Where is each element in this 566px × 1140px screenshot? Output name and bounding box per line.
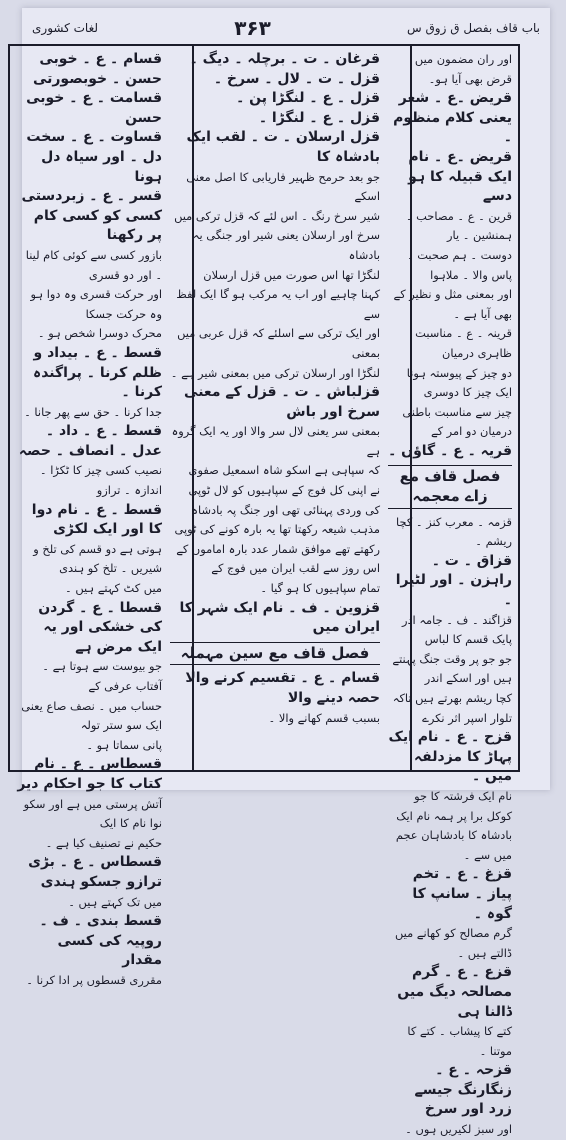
- entry-line: اور بمعنی مثل و نظیر کے بھی آیا ہے ۔: [393, 287, 512, 321]
- entry-line: قسط ۔ ع ۔ داد ۔ عدل ۔ انصاف ۔ حصہ: [18, 423, 162, 459]
- entry-line: نام ایک فرشتہ کا جو کوکل برا پر ہمہ نام ایک: [396, 788, 512, 823]
- entry-line: بادشاہ کا بادشاہان عجم میں سے ۔: [395, 828, 512, 862]
- entry-line: قزلباش ۔ ت ۔ قزل کے معنی سرخ اور باش: [184, 384, 380, 420]
- entry-line: کہنا چاہیے اور اب یہ مرکب ہو گا ایک لفظ سے: [176, 287, 380, 321]
- entry-line: ہوتی ہے دو قسم کی تلخ و شیریں ۔ تلخ کو ہندی: [33, 541, 162, 576]
- column-left: [16, 50, 162, 987]
- entry-line: چیز سے مناسبت باطنی درمیان دو امر کے: [402, 404, 512, 439]
- entry-line: قزل ۔ ت ۔ لال ۔ سرخ ۔: [213, 70, 380, 87]
- entry-line: جو بعد حرمح ظہیر فاریابی کا اصل معنی اسکے: [186, 169, 380, 204]
- entry-line: قزاگند ۔ ف ۔ جامہ ادر پایک قسم کا لباس: [401, 612, 512, 647]
- entry-line: قسطا ۔ ع ۔ گردن کی خشکی اور یہ ایک مرض ہے: [38, 599, 162, 655]
- column-middle: [170, 50, 380, 766]
- entry-line: قزل ۔ ع ۔ لنگڑا پن ۔: [236, 90, 380, 107]
- entry-line: قریہ ۔ ع ۔ گاؤں ۔: [388, 442, 512, 459]
- entry-line: قزمہ ۔ معرب کنز ۔ کچا ریشم ۔: [396, 514, 512, 549]
- entry-line: مذہب شیعہ رکھتا تھا یہ بارہ کونے کی ٹوپی: [174, 522, 380, 537]
- entry-line: قسر ۔ ع ۔ زبردستی کسی کو کسی کام پر رکھنا: [21, 188, 162, 244]
- entry-line: لنگڑا تھا اس صورت میں قزل ارسلان: [203, 267, 380, 282]
- entry-line: قزحہ ۔ ع ۔ زنگارنگ جیسے زرد اور سرخ: [414, 1062, 512, 1118]
- entry-line: جو جو پر وقت جنگ پہنتے ہیں اور اسکے اندر: [392, 651, 512, 686]
- entry-line: قساوت ۔ ع ۔ سخت دل ۔ اور سیاہ دل ہونا: [26, 129, 162, 185]
- entry-line: اس روز سے لقب ایران میں فوج کے: [211, 561, 380, 576]
- entry-line: اور ایک ترکی سے اسلئے کہ قزل عربی میں بمعنی: [177, 326, 380, 360]
- entry-line: اور سبز لکیریں ہوں ۔: [405, 1122, 512, 1137]
- entry-line: دو چیز کے پیوستہ ہونا ایک چیز کا دوسری: [406, 365, 512, 400]
- entry-line: رکھتے تھے موافق شمار عدد بارہ اماموں کے: [176, 541, 380, 556]
- entry-line: نے اپنی کل فوج کے سپاہیوں کو لال ٹوپی: [188, 483, 380, 498]
- entry-line: قسطاس ۔ ع ۔ نام کتاب کا جو احکام دیر: [17, 756, 162, 792]
- entry-line: مقرری قسطوں پر ادا کرنا ۔: [26, 972, 162, 987]
- entry-line: لنگڑا اور ارسلان ترکی میں بمعنی شیر ہے ۔: [170, 365, 380, 380]
- entry-line: شیر سرخ رنگ ۔ اس لئے کہ قزل ترکی میں: [174, 208, 380, 223]
- section-heading: فصل قاف مع سین مہملہ: [170, 642, 380, 666]
- entry-line: میں کٹ کہتے ہیں ۔: [65, 581, 162, 596]
- entry-line: قریض ۔ع ۔ نام ایک قبیلہ کا ہو دسے: [408, 148, 512, 205]
- entry-line: قسط ۔ ع ۔ بیداد و ظلم کرنا ۔ پراگندہ کرنا ۔: [33, 344, 162, 401]
- entry-line: قسط ۔ ع ۔ نام دوا کا اور ایک لکڑی: [31, 501, 162, 538]
- entry-line: قسطاس ۔ ع ۔ بڑی ترازو جسکو ہندی: [28, 854, 162, 890]
- section-heading: فصل قاف مع زاے معجمہ: [388, 465, 512, 508]
- entry-line: قزل ارسلان ۔ ت ۔ لقب ایک بادشاہ کا: [186, 129, 380, 165]
- entry-line: قزغ ۔ ع ۔ تخم پیاز ۔ سانپ کا گوہ ۔: [412, 866, 512, 922]
- entry-line: محرک دوسرا شخص ہو ۔: [37, 326, 162, 341]
- page-header: [22, 8, 550, 48]
- entry-line: بسبب قسم کھانے والا ۔: [268, 710, 380, 725]
- entry-line: بازور کسی سے کوئی کام لینا ۔ اور دو قسری: [25, 247, 162, 282]
- entry-line: قریض ۔ع ۔ شعر یعنی کلام منظوم ۔: [393, 90, 512, 146]
- entry-line: جو بیوست سے ہوتا ہے ۔ آفتاب عرفی کے: [42, 659, 162, 693]
- entry-line: قزح ۔ ع ۔ نام ایک پہاڑ کا مزدلفہ میں ۔: [388, 729, 512, 785]
- chapter-heading: باب قاف بفصل ق زوق س: [407, 21, 540, 35]
- entry-line: کچا ریشم بھرتے ہیں تاکہ تلوار اسپر اثر نکرے: [392, 691, 512, 725]
- book-title: لغات کشوری: [32, 21, 99, 35]
- entry-line: کتے کا پیشاب ۔ کتے کا موتنا ۔: [407, 1024, 512, 1058]
- entry-line: اور حرکت قسری وہ دوا ہو وہ حرکت جسکا: [30, 287, 162, 321]
- entry-line: قرینہ ۔ ع ۔ مناسبت ظاہری درمیان: [415, 326, 512, 360]
- entry-line: قزاق ۔ ت ۔ راہزن ۔ اور لٹیرا ۔: [395, 552, 512, 609]
- entry-line: قسامت ۔ ع ۔ خوبی حسن: [26, 90, 162, 126]
- entry-line: دوست ۔ ہم صحبت ۔ پاس والا ۔ ملاہوا: [406, 247, 512, 282]
- entry-line: قسام ۔ ع ۔ تقسیم کرنے والا حصہ دینے والا: [185, 670, 380, 706]
- entry-line: جدا کرنا ۔ حق سے پھر جانا ۔: [24, 404, 162, 419]
- entry-line: آتش پرستی میں ہے اور سکو نوا نام کا ایک: [23, 796, 162, 831]
- entry-line: قزل ۔ ع ۔ لنگڑا ۔: [258, 109, 380, 126]
- entry-line: قزع ۔ ع ۔ گرم مصالحہ دیگ میں ڈالنا ہی: [397, 964, 512, 1020]
- entry-line: قسام ۔ ع ۔ خوبی حسن ۔ خوبصورتی: [32, 51, 162, 87]
- entry-line: پانی سماتا ہو ۔: [86, 737, 162, 752]
- entry-line: قرین ۔ ع ۔ مصاحب ۔ ہمنشین ۔ یار: [405, 208, 512, 243]
- entry-line: اور ران مضمون میں قرض بھی آیا ہو۔: [414, 52, 512, 86]
- entry-line: گرم مصالح کو کھانے میں ڈالتے ہیں ۔: [394, 926, 512, 960]
- entry-line: حساب میں ۔ نصف صاع یعنی ایک سو ستر تولہ: [21, 698, 162, 733]
- entry-line: تمام سپاہیوں کا ہو گیا ۔: [260, 581, 380, 596]
- entry-line: کہ سپاہی ہے اسکو شاہ اسمعیل صفوی: [188, 463, 380, 478]
- entry-line: نصیب کسی چیز کا ٹکڑا ۔ اندازہ ۔ ترازو: [39, 463, 162, 498]
- entry-line: سرخ اور ارسلان یعنی شیر اور جنگی یہ بادشاہ: [192, 228, 380, 262]
- entry-line: حکیم نے تصنیف کیا ہے ۔: [45, 835, 162, 850]
- entry-line: قرغان ۔ ت ۔ برچلہ ۔ دیگ ۔: [189, 51, 380, 67]
- column-right: [388, 50, 512, 1137]
- entry-line: میں تک کہتے ہیں ۔: [68, 894, 162, 909]
- entry-line: قسط بندی ۔ ف ۔ روپیہ کی کسی مقدار: [39, 913, 162, 969]
- entry-line: قزوین ۔ ف ۔ نام ایک شہر کا ایران میں: [179, 599, 380, 636]
- entry-line: بمعنی سر یعنی لال سر والا اور یہ ایک گروہ ہے: [171, 424, 380, 458]
- page-number: ۳۶۳: [234, 16, 271, 40]
- entry-line: کی وردی پہنائی تھی اور جنگ پہ بادشاہ: [191, 502, 380, 517]
